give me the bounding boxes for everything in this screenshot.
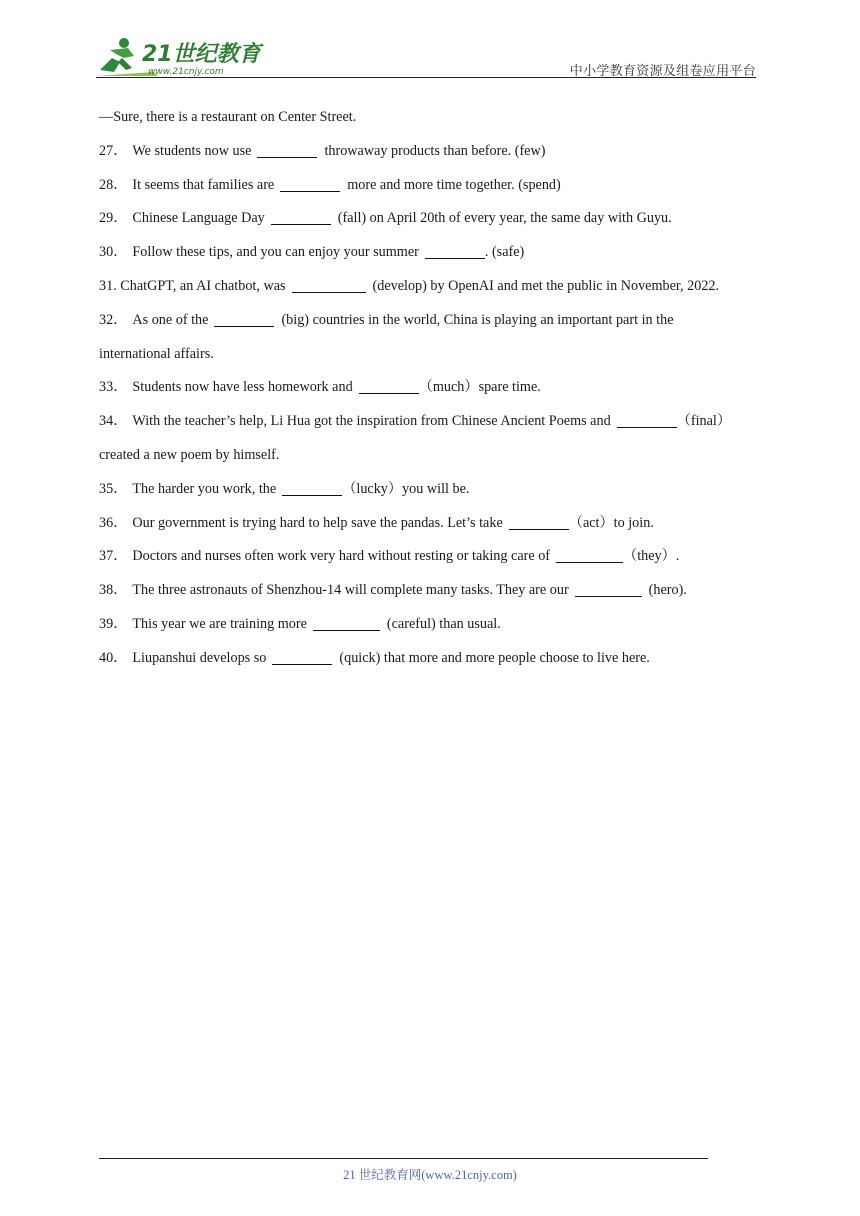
question-number: 36． xyxy=(99,514,128,531)
question-text-after: throwaway products than before. (few) xyxy=(324,142,546,159)
exercise-32 xyxy=(99,304,779,338)
footer-divider xyxy=(99,1158,708,1159)
answer-blank[interactable] xyxy=(313,614,380,631)
question-text-after: （lucky）you will be. xyxy=(342,480,470,497)
exercise-34 xyxy=(99,405,779,439)
question-text-after: （much）spare time. xyxy=(418,379,541,396)
question-text-before: Follow these tips, and you can enjoy your summer xyxy=(132,244,419,261)
question-number: 39． xyxy=(99,615,128,632)
question-number: 31. xyxy=(99,277,121,294)
answer-blank[interactable] xyxy=(575,580,642,597)
answer-blank[interactable] xyxy=(425,242,485,259)
question-text-before: It seems that families are xyxy=(132,176,275,193)
question-text-after: . (safe) xyxy=(484,244,525,261)
svg-text:21世纪教育: 21世纪教育 xyxy=(142,42,261,67)
question-text-before: Students now have less homework and xyxy=(132,379,353,396)
question-number: 33． xyxy=(99,379,128,396)
question-number: 32． xyxy=(99,311,128,328)
exercise-37 xyxy=(99,540,779,574)
question-text-before: The three astronauts of Shenzhou-14 will complete many tasks. They are our xyxy=(132,582,569,599)
question-text-after: （final） xyxy=(676,413,732,430)
question-text-before: Our government is trying hard to help save the pandas. Let’s take xyxy=(132,514,503,531)
question-number: 27． xyxy=(99,142,128,159)
question-text-after: more and more time together. (spend) xyxy=(347,176,561,193)
exercise-31 xyxy=(99,270,779,304)
footer-site-link[interactable]: 21 世纪教育网(www.21cnjy.com) xyxy=(343,1168,517,1182)
question-number: 30． xyxy=(99,244,128,261)
svg-text:www.21cnjy.com: www.21cnjy.com xyxy=(148,67,224,77)
question-text-before: Doctors and nurses often work very hard without resting or taking care of xyxy=(132,548,551,565)
question-text-before: The harder you work, the xyxy=(132,480,277,497)
exercise-36 xyxy=(99,507,779,541)
question-number: 34． xyxy=(99,413,128,430)
question-number: 38． xyxy=(99,582,128,599)
exercise-27 xyxy=(99,135,779,169)
answer-blank[interactable] xyxy=(272,648,332,665)
question-text-after: (big) countries in the world, China is playing an important part in the xyxy=(281,311,674,328)
question-number: 29． xyxy=(99,210,128,227)
question-text-after: （they）. xyxy=(623,548,680,565)
question-text-before: Liupanshui develops so xyxy=(132,649,267,666)
question-text-after: (careful) than usual. xyxy=(386,615,501,632)
exercise-29 xyxy=(99,202,779,236)
question-text-before: Chinese Language Day xyxy=(132,210,265,227)
question-text-before: With the teacher’s help, Li Hua got the inspiration from Chinese Ancient Poems and xyxy=(132,413,611,430)
question-text-after: （act）to join. xyxy=(568,514,654,531)
page-header xyxy=(0,0,860,80)
question-text-before: As one of the xyxy=(132,311,209,328)
question-text-after: (quick) that more and more people choose to live here. xyxy=(339,649,650,666)
answer-blank[interactable] xyxy=(271,208,331,225)
exercise-28 xyxy=(99,169,779,203)
question-number: 37． xyxy=(99,548,128,565)
exercise-33 xyxy=(99,371,779,405)
answer-blank[interactable] xyxy=(257,141,317,158)
question-text-before: This year we are training more xyxy=(132,615,307,632)
exercise-30 xyxy=(99,236,779,270)
answer-blank[interactable] xyxy=(617,411,677,428)
question-number: 40． xyxy=(99,649,128,666)
answer-blank[interactable] xyxy=(280,175,340,192)
logo-21cnjy xyxy=(94,34,264,78)
exercise-38 xyxy=(99,574,779,608)
line-text: created a new poem by himself. xyxy=(99,446,280,463)
question-number: 28． xyxy=(99,176,128,193)
exercise-line xyxy=(99,101,779,135)
answer-blank[interactable] xyxy=(556,546,623,563)
line-text: international affairs. xyxy=(99,345,214,362)
exercise-line xyxy=(99,439,779,473)
answer-blank[interactable] xyxy=(359,377,419,394)
question-text-after: (hero). xyxy=(648,582,687,599)
exercise-40 xyxy=(99,642,779,676)
exercise-39 xyxy=(99,608,779,642)
answer-blank[interactable] xyxy=(509,513,569,530)
answer-blank[interactable] xyxy=(214,310,274,327)
question-text-after: (fall) on April 20th of every year, the same day with Guyu. xyxy=(337,210,672,227)
exercise-35 xyxy=(99,473,779,507)
header-divider xyxy=(96,77,756,78)
exercise-line xyxy=(99,338,779,372)
line-text: —Sure, there is a restaurant on Center Street. xyxy=(99,109,357,125)
question-text-before: ChatGPT, an AI chatbot, was xyxy=(120,277,286,294)
question-text-before: We students now use xyxy=(132,142,252,159)
header-platform-name: 中小学教育资源及组卷应用平台 xyxy=(569,64,756,79)
question-text-after: (develop) by OpenAI and met the public in November, 2022. xyxy=(372,277,720,294)
answer-blank[interactable] xyxy=(292,276,366,293)
question-number: 35． xyxy=(99,480,128,497)
answer-blank[interactable] xyxy=(282,479,342,496)
exercise-list xyxy=(99,101,779,676)
